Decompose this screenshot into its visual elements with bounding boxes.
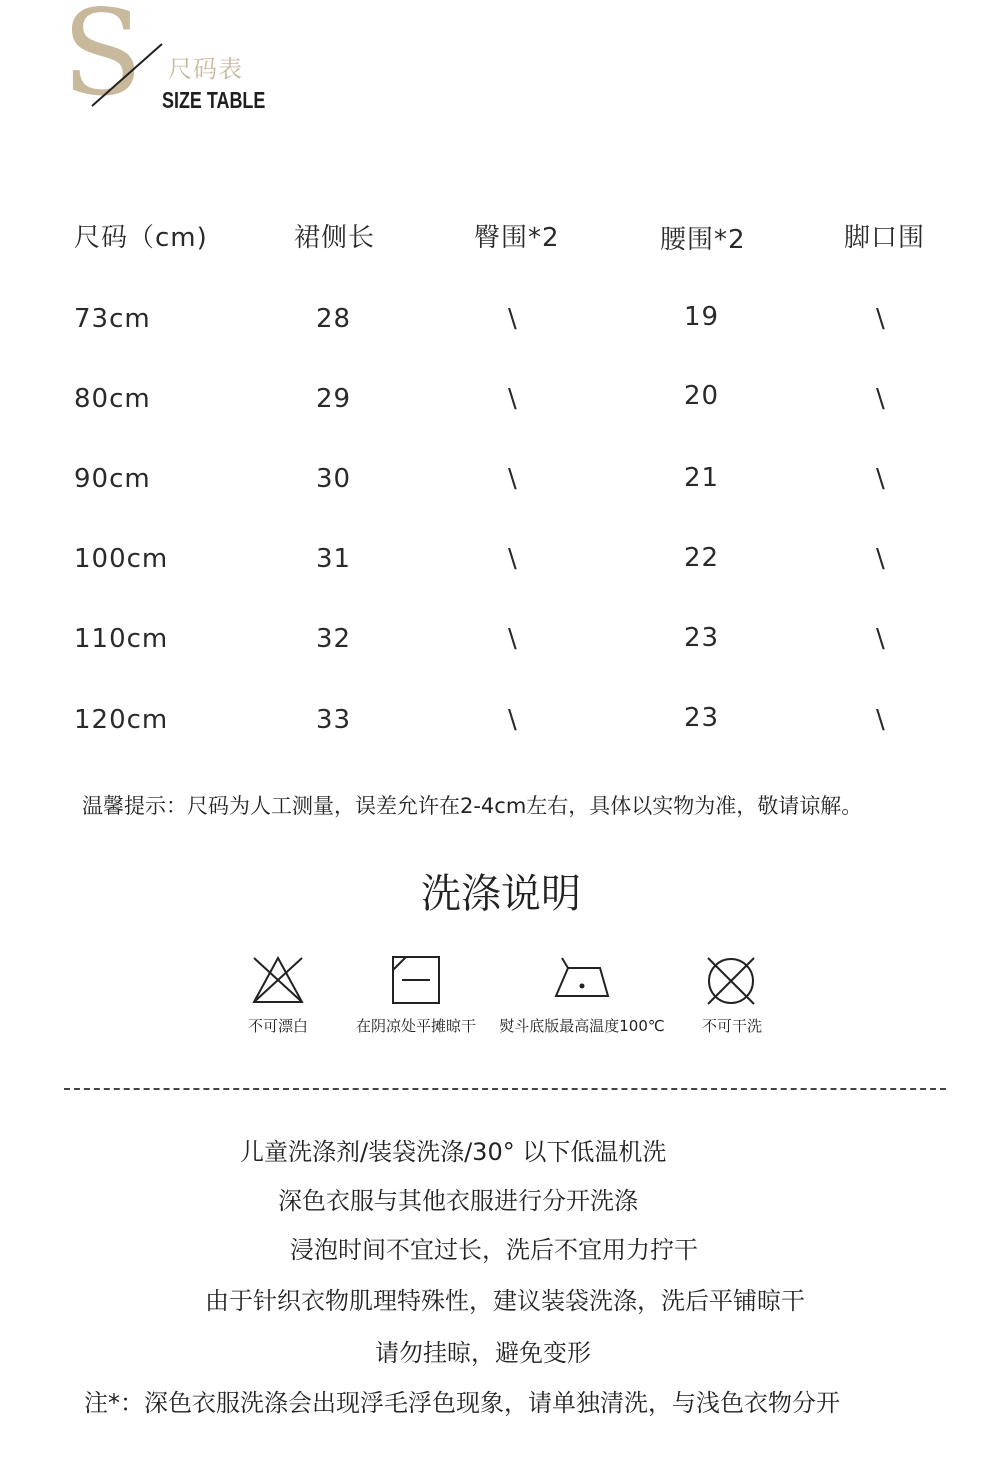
table-cell: 28 [316, 304, 352, 334]
wash-line: 请勿挂晾，避免变形 [375, 1339, 591, 1367]
wash-line: 由于针织衣物肌理特殊性，建议装袋洗涤，洗后平铺晾干 [205, 1287, 805, 1315]
table-cell: \ [508, 464, 518, 494]
table-cell: \ [508, 384, 518, 414]
table-cell: 32 [316, 624, 352, 654]
table-cell: \ [876, 705, 886, 735]
measurement-note: 温馨提示：尺码为人工测量，误差允许在2-4cm左右，具体以实物为准，敬请谅解。 [82, 794, 863, 818]
no-dry-clean-icon [704, 954, 758, 1008]
table-cell: \ [508, 304, 518, 334]
iron-label: 熨斗底版最高温度100℃ [499, 1017, 665, 1035]
iron-icon [552, 954, 612, 1002]
table-cell: 21 [684, 463, 720, 493]
logo-title-en: SIZE TABLE [162, 87, 266, 113]
no-bleach-icon [250, 954, 306, 1006]
no-bleach-label: 不可漂白 [247, 1017, 308, 1035]
table-cell: 31 [316, 544, 352, 574]
table-cell: \ [876, 464, 886, 494]
table-header: 裙侧长 [294, 223, 376, 253]
table-cell: 19 [684, 302, 720, 332]
wash-line: 深色衣服与其他衣服进行分开洗涤 [278, 1187, 638, 1215]
table-cell: 23 [684, 703, 720, 733]
no-dry-clean-label: 不可干洗 [701, 1017, 762, 1035]
table-cell: 20 [684, 381, 720, 411]
logo-title-cn: 尺码表 [168, 55, 243, 83]
table-cell: 29 [316, 384, 352, 414]
size-table-logo [0, 0, 300, 130]
table-cell: 30 [316, 464, 352, 494]
dry-flat-shade-icon [390, 954, 442, 1006]
wash-line: 浸泡时间不宜过长，洗后不宜用力拧干 [290, 1236, 698, 1264]
logo-slash [88, 42, 168, 110]
table-header: 臀围*2 [474, 223, 560, 253]
table-header: 腰围*2 [660, 225, 746, 255]
dry-flat-shade-label: 在阴凉处平摊晾干 [355, 1017, 476, 1035]
table-cell: 120cm [74, 705, 169, 735]
table-cell: \ [508, 624, 518, 654]
logo-letter: S [62, 0, 143, 122]
table-cell: 110cm [74, 624, 169, 654]
table-cell: 33 [316, 705, 352, 735]
wash-line: 儿童洗涤剂/装袋洗涤/30° 以下低温机洗 [240, 1138, 667, 1166]
table-cell: \ [876, 624, 886, 654]
table-cell: \ [508, 705, 518, 735]
table-cell: 23 [684, 623, 720, 653]
table-cell: 80cm [74, 384, 151, 414]
table-header: 尺码（cm) [74, 223, 208, 253]
table-cell: \ [508, 544, 518, 574]
table-cell: \ [876, 384, 886, 414]
table-header: 脚口围 [844, 223, 926, 253]
table-cell: 90cm [74, 464, 151, 494]
table-cell: 22 [684, 543, 720, 573]
dashed-divider [64, 1088, 946, 1090]
table-cell: \ [876, 304, 886, 334]
wash-title: 洗涤说明 [421, 871, 581, 917]
table-cell: 100cm [74, 544, 169, 574]
wash-note: 注*：深色衣服洗涤会出现浮毛浮色现象，请单独清洗，与浅色衣物分开 [84, 1389, 840, 1417]
table-cell: \ [876, 544, 886, 574]
table-cell: 73cm [74, 304, 151, 334]
